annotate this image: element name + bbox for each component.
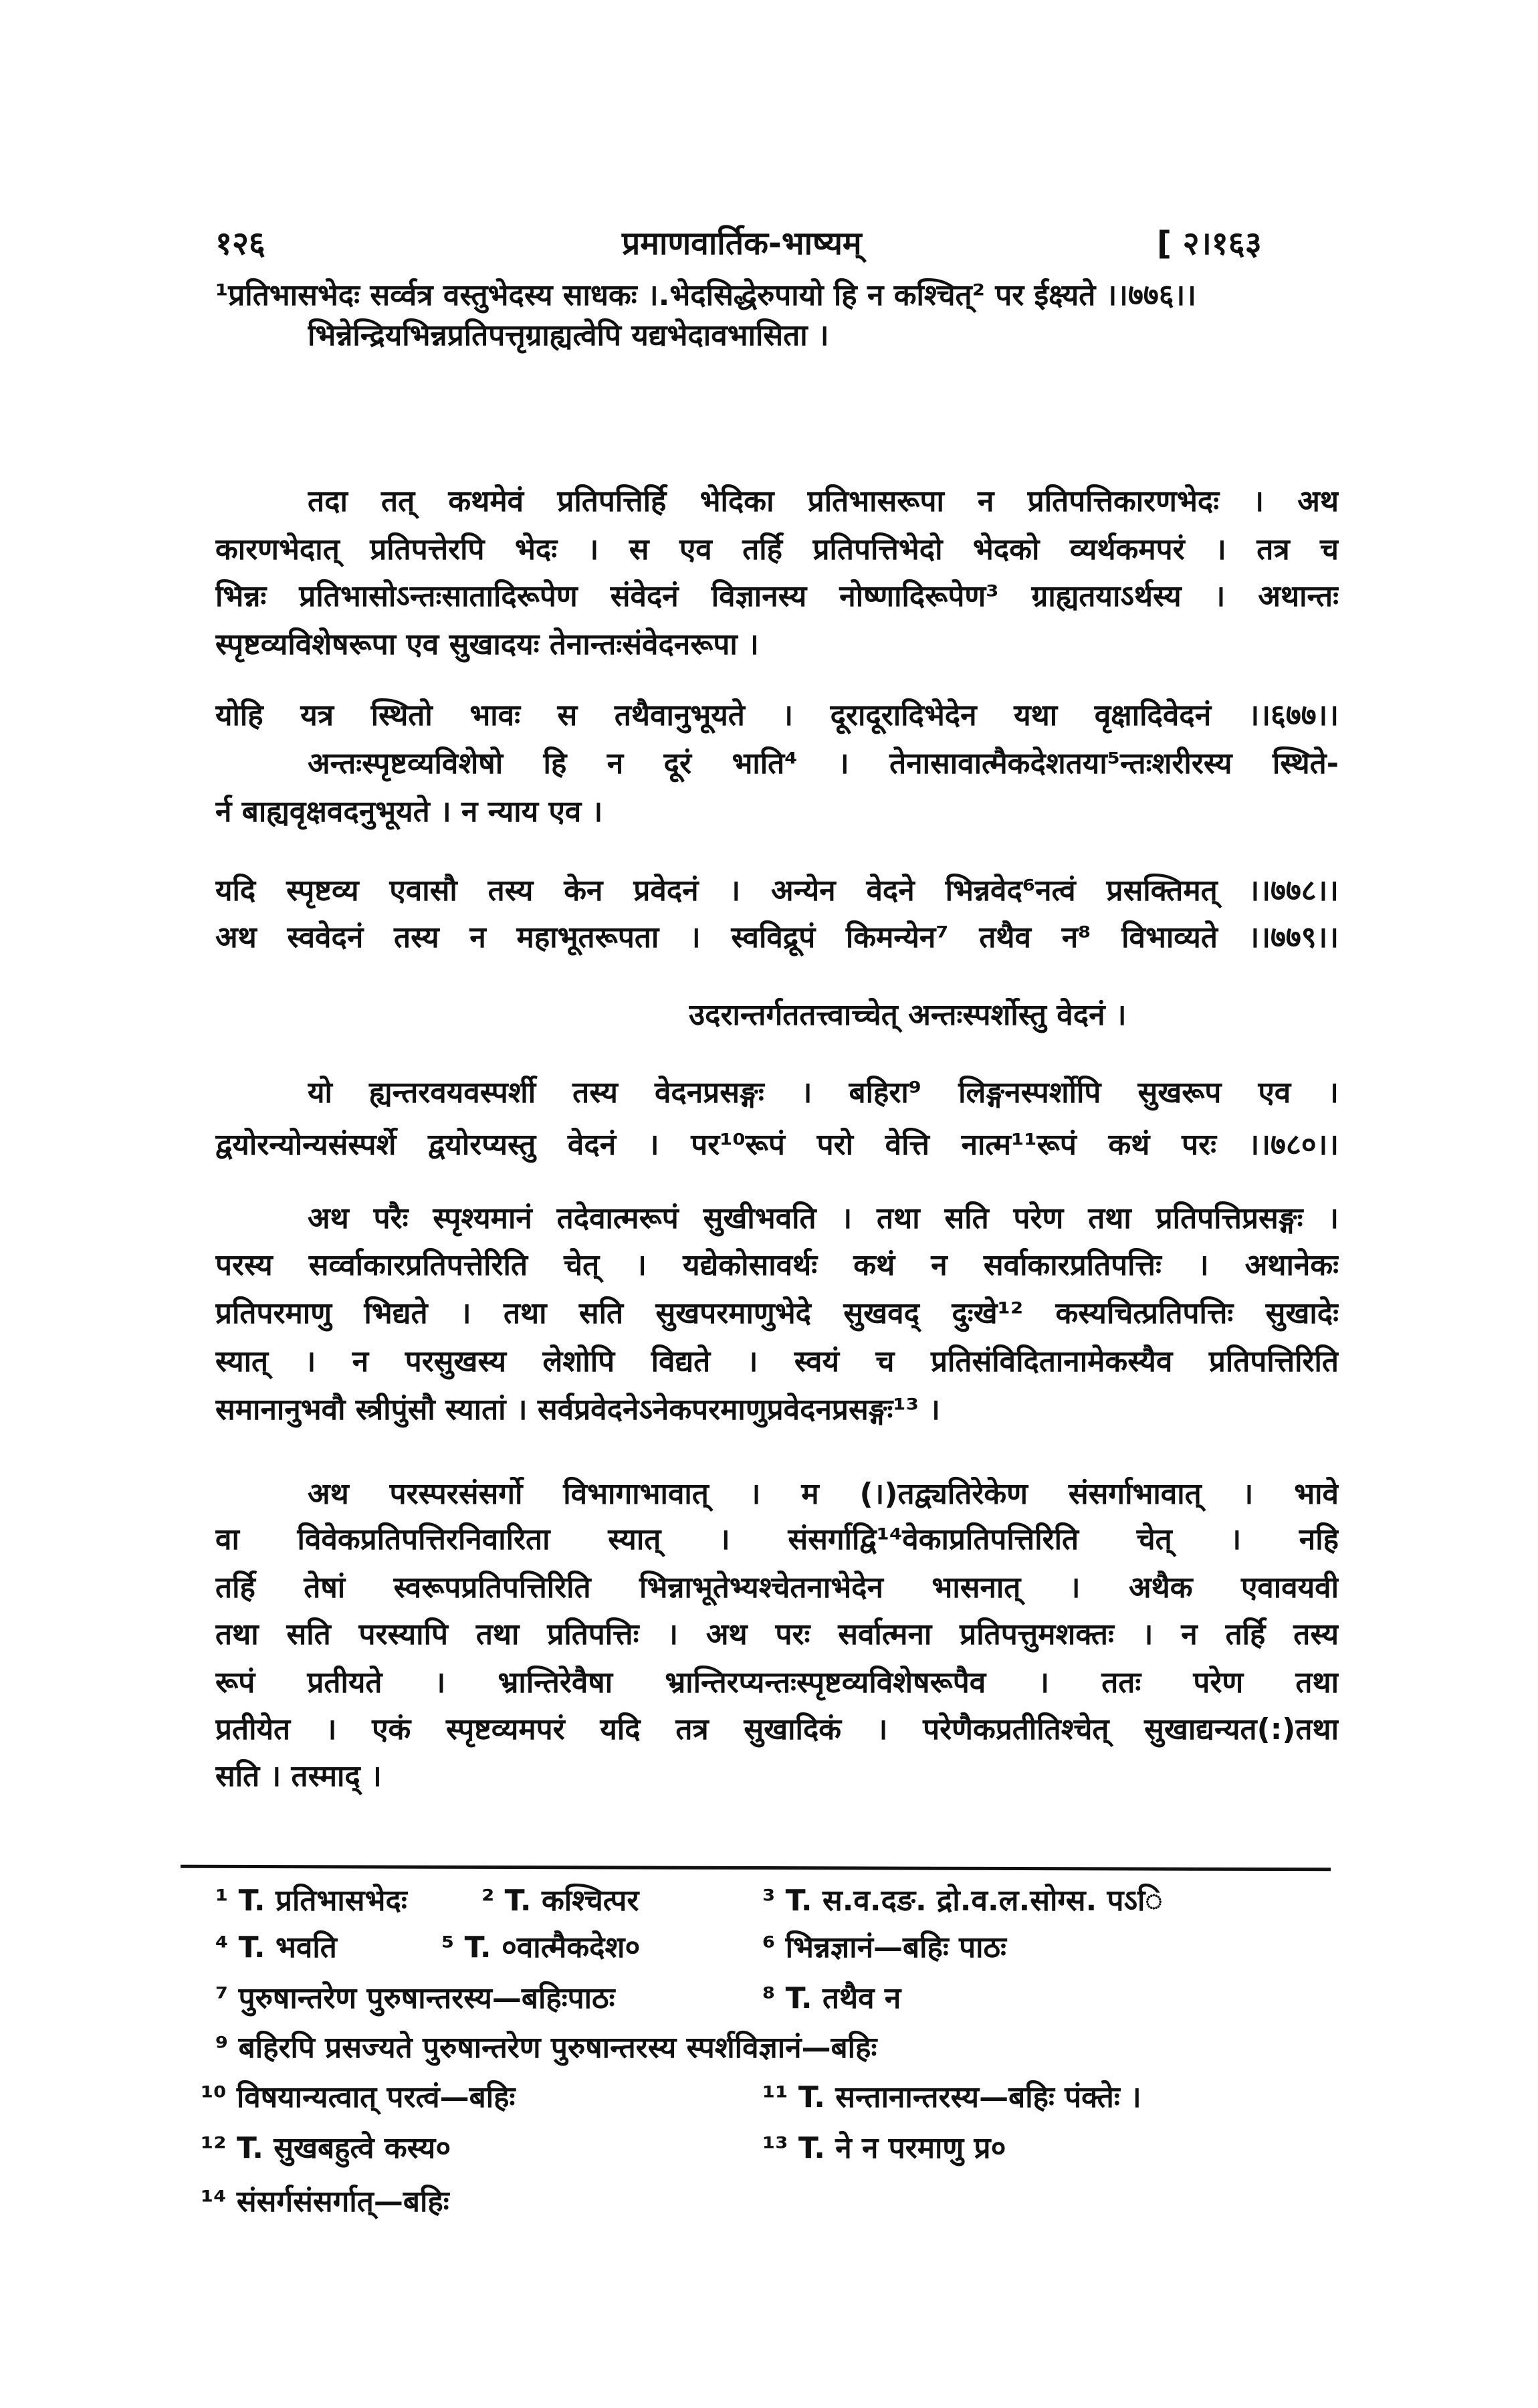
text-line: वा विवेकप्रतिपत्तिरनिवारिता स्यात् । संसर्गाद्वि¹⁴वेकाप्रतिपत्तिरिति चेत् । नहि [215, 1522, 1339, 1557]
text-line: ¹प्रतिभासभेदः सर्व्वत्र वस्तुभेदस्य साधकः ।.भेदसिद्धेरुपायो हि न कश्चित्² पर ईक्ष्यते ।।७७६।। [215, 278, 1196, 312]
text-line: अथ परैः स्पृश्यमानं तदेवात्मरूपं सुखीभवति । तथा सति परेण तथा प्रतिपत्तिप्रसङ्गः । [308, 1201, 1339, 1235]
text-line: स्पृष्टव्यविशेषरूपा एव सुखादयः तेनान्तःसंवेदनरूपा । [215, 627, 759, 662]
footnote: ⁹ बहिरपि प्रसज्यते पुरुषान्तरेण पुरुषान्तरस्य स्पर्शविज्ञानं—बहिः [215, 2031, 877, 2065]
page-number: १२६ [215, 225, 265, 262]
text-line: अन्तःस्पृष्टव्यविशेषो हि न दूरं भाति⁴ । तेनासावात्मैकदेशतया⁵न्तःशरीरस्य स्थिते- [308, 746, 1339, 781]
footnote: ⁵ T. ०वात्मैकदेश० [441, 1930, 641, 1965]
footnote-divider [181, 1865, 1331, 1872]
text-line: परस्य सर्व्वाकारप्रतिपत्तेरिति चेत् । यद्येकोसावर्थः कथं न सर्वाकारप्रतिपत्तिः । अथानेकः [215, 1248, 1339, 1282]
footnote: ⁷ पुरुषान्तरेण पुरुषान्तरस्य—बहिःपाठः [215, 1981, 615, 2015]
footnote: ¹⁴ संसर्गसंसर्गात्—बहिः [201, 2185, 449, 2219]
text-line: अथ परस्परसंसर्गो विभागाभावात् । म (।)तद्व्यतिरेकेण संसर्गाभावात् । भावे [308, 1477, 1339, 1511]
text-line: समानानुभवौ स्त्रीपुंसौ स्यातां । सर्वप्रवेदनेऽनेकपरमाणुप्रवेदनप्रसङ्गः¹³ । [215, 1393, 940, 1427]
section-reference: [ २।१६३ [1157, 225, 1262, 262]
text-line: स्यात् । न परसुखस्य लेशोपि विद्यते । स्वयं च प्रतिसंविदितानामेकस्यैव प्रतिपत्तिरिति [215, 1344, 1339, 1379]
text-line: उदरान्तर्गततत्त्वाच्चेत् अन्तःस्पर्शोस्तु वेदनं । [689, 998, 1127, 1032]
text-line: अथ स्ववेदनं तस्य न महाभूतरूपता । स्वविद्रूपं किमन्येन⁷ तथैव न⁸ विभाव्यते ।।७७९।। [215, 920, 1339, 955]
text-line: सति । तस्माद् । [215, 1759, 382, 1793]
footnote: ¹⁰ विषयान्यत्वात् परत्वं—बहिः [201, 2080, 516, 2114]
text-line: यो ह्यन्तरवयवस्पर्शी तस्य वेदनप्रसङ्गः । बहिरा⁹ लिङ्गनस्पर्शोपि सुखरूप एव । [308, 1076, 1339, 1110]
text-line: यदि स्पृष्टव्य एवासौ तस्य केन प्रवेदनं । अन्येन वेदने भिन्नवेद⁶नत्वं प्रसक्तिमत् ।।७७८।। [215, 874, 1339, 908]
footnote: ¹³ T. ने न परमाणु प्र० [762, 2131, 1006, 2165]
text-line: तदा तत् कथमेवं प्रतिपत्तिर्हि भेदिका प्रतिभासरूपा न प्रतिपत्तिकारणभेदः । अथ [308, 484, 1339, 518]
text-line: र्न बाह्यवृक्षवदनुभूयते । न न्याय एव । [215, 795, 603, 829]
footnote: ⁴ T. भवति [215, 1930, 337, 1965]
text-line: तथा सति परस्यापि तथा प्रतिपत्तिः । अथ परः सर्वात्मना प्रतिपत्तुमशक्तः । न तर्हि तस्य [215, 1617, 1339, 1651]
text-line: कारणभेदात् प्रतिपत्तेरपि भेदः । स एव तर्हि प्रतिपत्तिभेदो भेदको व्यर्थकमपरं । तत्र च [215, 532, 1339, 567]
text-line: योहि यत्र स्थितो भावः स तथैवानुभूयते । दूरादूरादिभेदेन यथा वृक्षादिवेदनं ।।६७७।। [215, 698, 1339, 732]
footnote: ⁸ T. तथैव न [762, 1981, 901, 2015]
text-line: भिन्नः प्रतिभासोऽन्तःसातादिरूपेण संवेदनं विज्ञानस्य नोष्णादिरूपेण³ ग्राह्यतयाऽर्थस्य । अथान्तः [215, 579, 1339, 613]
footnote: ¹¹ T. सन्तानान्तरस्य—बहिः पंक्तेः । [762, 2080, 1141, 2114]
text-line: प्रतीयेत । एकं स्पृष्टव्यमपरं यदि तत्र सुखादिकं । परेणैकप्रतीतिश्चेत् सुखाद्यन्यत(:)तथा [215, 1712, 1339, 1746]
text-line: भिन्नेन्द्रियभिन्नप्रतिपत्तृग्राह्यत्वेपि यद्यभेदावभासिता । [308, 318, 829, 353]
footnote: ³ T. स.व.दङ. द्रो.व.ल.सोग्स. पऽि [762, 1884, 1163, 1918]
running-title: प्रमाणवार्तिक-भाष्यम् [622, 225, 862, 262]
text-line: रूपं प्रतीयते । भ्रान्तिरेवैषा भ्रान्तिरप्यन्तःस्पृष्टव्यविशेषरूपैव । ततः परेण तथा [215, 1666, 1339, 1700]
footnote: ¹² T. सुखबहुत्वे कस्य० [201, 2131, 451, 2165]
footnote: ⁶ भिन्नज्ञानं—बहिः पाठः [762, 1930, 1006, 1965]
footnote: ² T. कश्चित्पर [481, 1884, 639, 1918]
text-line: द्वयोरन्योन्यसंस्पर्शे द्वयोरप्यस्तु वेदनं । पर¹⁰रूपं परो वेत्ति नात्म¹¹रूपं कथं परः ।।७८०।। [215, 1128, 1339, 1162]
text-line: तर्हि तेषां स्वरूपप्रतिपत्तिरिति भिन्नाभूतेभ्यश्चेतनाभेदेन भासनात् । अथैक एवावयवी [215, 1571, 1339, 1605]
footnote: ¹ T. प्रतिभासभेदः [215, 1884, 407, 1918]
text-line: प्रतिपरमाणु भिद्यते । तथा सति सुखपरमाणुभेदे सुखवद् दुःखे¹² कस्यचित्प्रतिपत्तिः सुखादेः [215, 1296, 1339, 1330]
